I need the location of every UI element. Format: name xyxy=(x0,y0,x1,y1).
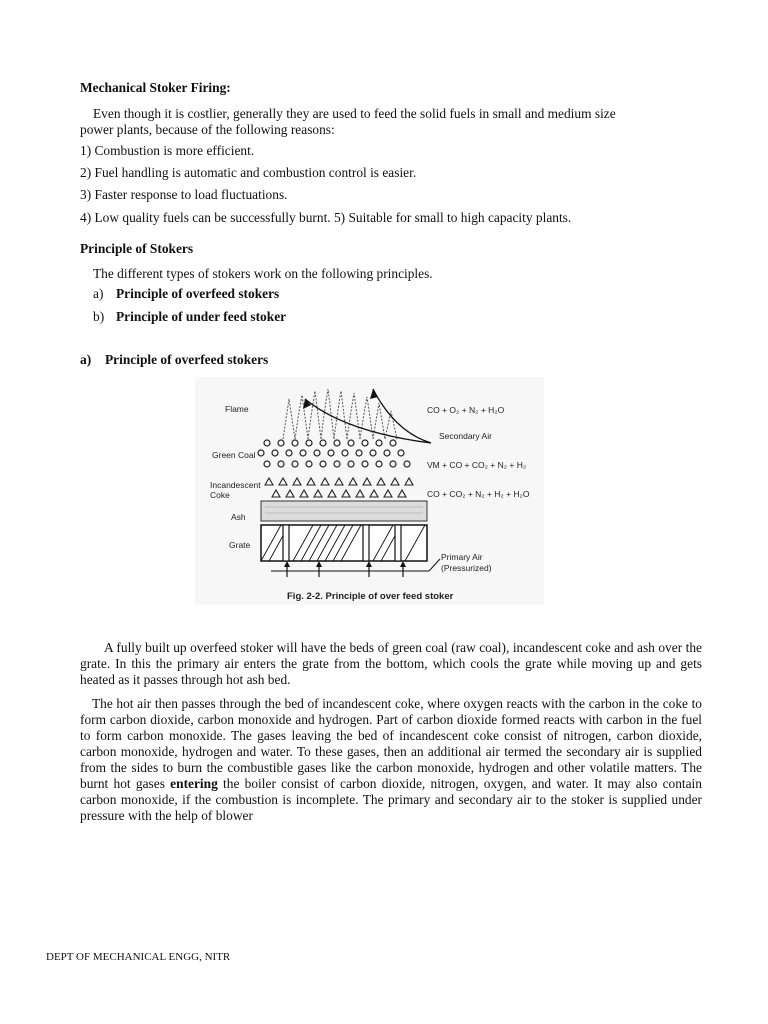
green-coal-circles xyxy=(258,440,410,467)
principle-marker-b: b) xyxy=(93,309,105,324)
paragraph-overfeed-intro: A fully built up overfeed stoker will have the beds of green coal (raw coal), incandescent coke and ash over the grate. In this the primary air enters the grate from the bottom, which cools the grate while moving up and gets heated as it passes through hot ash bed. xyxy=(80,640,702,687)
label-flame: Flame xyxy=(225,404,249,414)
label-green-coal: Green Coal xyxy=(212,450,256,460)
label-coke: Coke xyxy=(210,490,230,500)
principle-intro: The different types of stokers work on the following principles. xyxy=(93,266,433,281)
section-a-title: Principle of overfeed stokers xyxy=(105,352,269,367)
label-ash: Ash xyxy=(231,512,246,522)
flame-shape xyxy=(283,389,397,439)
label-formula-low: CO + CO₂ + N₂ + H₂ + H₂O xyxy=(427,489,530,499)
intro-line-2: power plants, because of the following reasons: xyxy=(80,122,335,137)
arrow-up-icon xyxy=(284,561,406,567)
principle-marker-a: a) xyxy=(93,286,104,301)
intro-line-1: Even though it is costlier, generally they are used to feed the solid fuels in small and medium size xyxy=(93,106,616,121)
incandescent-coke-triangles xyxy=(265,478,413,497)
paragraph-hot-air xyxy=(80,696,702,824)
principle-label-b: Principle of under feed stoker xyxy=(116,309,287,324)
label-secondary-air: Secondary Air xyxy=(439,431,492,441)
reason-item: 1) Combustion is more efficient. xyxy=(80,143,255,158)
reason-item: 3) Faster response to load fluctuations. xyxy=(80,187,288,202)
heading-principle: Principle of Stokers xyxy=(80,241,194,256)
heading-stoker-firing: Mechanical Stoker Firing: xyxy=(80,80,231,95)
label-primary-air: Primary Air xyxy=(441,552,483,562)
figure-caption: Fig. 2-2. Principle of over feed stoker xyxy=(287,591,454,602)
page-footer: DEPT OF MECHANICAL ENGG, NITR xyxy=(46,951,231,963)
label-incandescent: Incandescent xyxy=(210,480,261,490)
emphasized-word: entering xyxy=(170,776,218,791)
overfeed-stoker-figure xyxy=(195,377,544,605)
label-formula-top: CO + O₂ + N₂ + H₂O xyxy=(427,405,505,415)
label-grate: Grate xyxy=(229,540,251,550)
principle-label-a: Principle of overfeed stokers xyxy=(116,286,280,301)
label-formula-mid: VM + CO + CO₂ + N₂ + H₂ xyxy=(427,460,527,470)
paragraph-text: The hot air then passes through the bed of incandescent coke, where oxygen reacts with the carbon in the coke to form carbon dioxide, carbon monoxide and hydrogen. Part of carbon dioxide formed reacts with carbon in the fuel to form carbon monoxide. The gases leaving the bed of incandescent coke consist of nitrogen, carbon dioxide, carbon monoxide, hydrogen and water. To these gases, then an additional air termed the secondary air is supplied from the sides to burn the combustible gases like the carbon monoxide, hydrogen and other volatile matters. The burnt hot gases xyxy=(80,696,702,791)
reason-item: 4) Low quality fuels can be successfully burnt. 5) Suitable for small to high capacity plants. xyxy=(80,210,572,225)
secondary-air-curve xyxy=(305,399,431,443)
paragraph-text: the boiler consist of carbon dioxide, nitrogen, oxygen, and water. It may also contain carbon monoxide, if the combustion is incomplete. The primary and secondary air to the stoker is supplied under pressure with the help of blower xyxy=(80,776,702,823)
section-a-marker: a) xyxy=(80,352,92,367)
reason-item: 2) Fuel handling is automatic and combustion control is easier. xyxy=(80,165,417,180)
label-pressurized: (Pressurized) xyxy=(441,563,492,573)
primary-air-leader xyxy=(429,559,440,571)
secondary-air-curve xyxy=(373,389,431,443)
ash-layer xyxy=(261,501,427,521)
overfeed-stoker-diagram xyxy=(195,377,544,605)
